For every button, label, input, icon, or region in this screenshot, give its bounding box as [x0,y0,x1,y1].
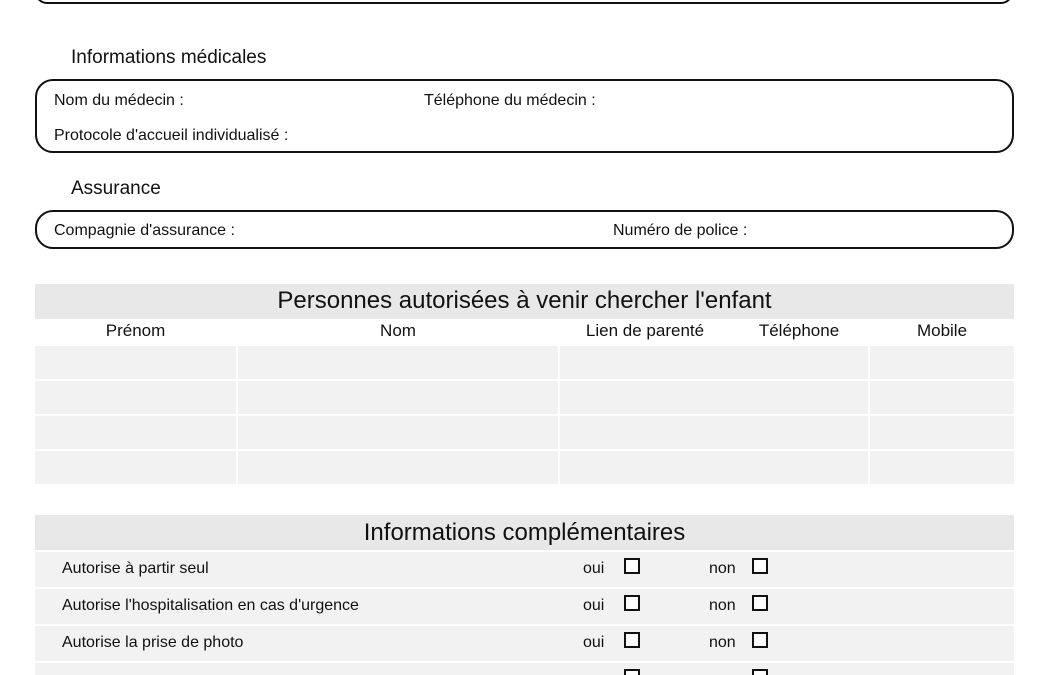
complementary-info-header [35,515,1014,550]
cell-firstname[interactable] [35,416,236,449]
doctor-phone-label: Téléphone du médecin : [424,92,596,109]
yes-checkbox[interactable] [624,558,640,574]
column-header-phone: Téléphone [758,321,840,340]
yes-label: oui [583,560,605,577]
insurance-box [35,210,1014,249]
previous-section-box [35,0,1013,4]
yes-label: oui [583,597,605,614]
cell-firstname[interactable] [35,381,236,414]
pai-label: Protocole d'accueil individualisé : [54,127,289,144]
list-item [35,626,1014,661]
no-label: non [709,597,736,614]
cell-lastname[interactable] [238,451,558,484]
yes-checkbox[interactable] [624,669,640,675]
cell-firstname[interactable] [35,451,236,484]
doctor-name-label: Nom du médecin : [54,92,184,109]
cell-mobile[interactable] [870,381,1014,414]
table-row [35,451,1014,486]
authorization-label: Autorise à partir seul [62,560,209,577]
table-row [35,416,1014,451]
column-header-firstname: Prénom [105,321,166,340]
cell-mobile[interactable] [870,416,1014,449]
list-item [35,589,1014,624]
cell-lastname[interactable] [238,346,558,379]
cell-mobile[interactable] [870,346,1014,379]
column-header-mobile: Mobile [916,321,968,340]
authorized-persons-header [35,284,1014,319]
authorization-label: Autorise la prise de photo [62,634,244,651]
authorized-persons-title: Personnes autorisées à venir chercher l'enfant [277,287,772,314]
cell-relationship-phone[interactable] [560,381,868,414]
no-checkbox[interactable] [752,669,768,675]
authorization-label: Autorise l'hospitalisation en cas d'urgence [62,597,359,614]
no-checkbox[interactable] [752,632,768,648]
policy-number-label: Numéro de police : [613,222,748,239]
complementary-info-title: Informations complémentaires [363,519,686,546]
yes-checkbox[interactable] [624,632,640,648]
insurance-company-label: Compagnie d'assurance : [54,222,235,239]
table-row [35,381,1014,416]
column-header-lastname: Nom [380,321,416,340]
table-row [35,346,1014,381]
list-item-partial [35,663,1014,675]
no-label: non [709,634,736,651]
yes-label: oui [583,634,605,651]
authorized-persons-table [35,346,1014,486]
no-label: non [709,560,736,577]
list-item [35,552,1014,587]
cell-relationship-phone[interactable] [560,416,868,449]
no-checkbox[interactable] [752,558,768,574]
cell-firstname[interactable] [35,346,236,379]
cell-mobile[interactable] [870,451,1014,484]
cell-relationship-phone[interactable] [560,451,868,484]
medical-section-title: Informations médicales [71,47,267,68]
insurance-section-title: Assurance [71,178,161,199]
no-checkbox[interactable] [752,595,768,611]
cell-lastname[interactable] [238,381,558,414]
cell-lastname[interactable] [238,416,558,449]
medical-info-box [35,79,1014,153]
cell-relationship-phone[interactable] [560,346,868,379]
column-header-relationship: Lien de parenté [585,321,705,340]
yes-checkbox[interactable] [624,595,640,611]
